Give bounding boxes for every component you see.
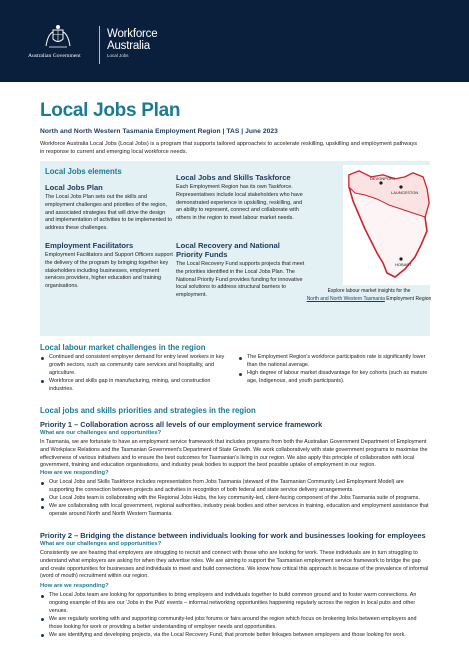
devonport-marker bbox=[379, 181, 382, 184]
list-item: Continued and consistent employer demand for entry level workers in key growth sectors, such as community care services and hospitality, and agriculture. bbox=[40, 354, 230, 377]
labour-challenges-left bbox=[40, 354, 230, 394]
priority-1-title: Priority 1 – Collaboration across all levels of our employment service framework bbox=[40, 420, 323, 429]
brand-line1: Workforce bbox=[107, 28, 158, 40]
list-item: Our Local Jobs team is collaborating with the Regional Jobs Hubs, the key community-led, client-facing component of the Jobs Tasmania suite of programs. bbox=[40, 495, 430, 503]
list-item: The Employment Region's workforce participation rate is significantly lower than the national average. bbox=[238, 354, 430, 370]
gov-name: Australian Government bbox=[28, 53, 81, 59]
element-employment-facilitators bbox=[45, 241, 173, 291]
element-local-jobs-plan bbox=[45, 183, 173, 233]
tasmania-region-map[interactable] bbox=[343, 165, 435, 285]
priority-2-title: Priority 2 – Bridging the distance between individuals looking for work and businesses looking for employees bbox=[40, 531, 426, 540]
element-text: The Local Jobs Plan sets out the skills and employment challenges and priorities of the region, and associated strategies that will drive the design and implementation of activities to be implemented to address these challenges. bbox=[45, 194, 173, 232]
element-text: Employment Facilitators and Support Officers support the delivery of the program by bringing together key stakeholders including businesses, employment services providers, higher education and training organisations. bbox=[45, 252, 173, 290]
priority-2-response-heading: How are we responding? bbox=[40, 583, 109, 589]
list-item: Our Local Jobs and Skills Taskforce includes representation from Jobs Tasmania (steward of the Tasmanian Community Led Employment Model) are supporting the connection between projects and activities in recognition of both federal and state service delivery arrangements. bbox=[40, 479, 430, 495]
brand-line2: Australia bbox=[107, 40, 150, 52]
map-label-launceston: LAUNCESTON bbox=[391, 190, 419, 195]
list-item: High degree of labour market disadvantage for key cohorts (such as mature age, Indigenous, and youth participants). bbox=[238, 370, 430, 386]
map-caption-prefix: Explore labour market insights for the bbox=[327, 288, 411, 294]
brand-sub: Local Jobs bbox=[107, 53, 129, 58]
labour-challenges-heading: Local labour market challenges in the region bbox=[40, 343, 206, 352]
tasmania-map-graphic bbox=[343, 165, 435, 285]
australian-government-logo bbox=[28, 24, 88, 66]
element-text: Each Employment Region has its own Taskforce. Representatives include local stakeholders who have demonstrated experience in upskilling, reskilling, and an ability to represent, connect and collaborate with others in the region to meet labour market needs. bbox=[176, 184, 303, 222]
map-caption-suffix: Employment Region bbox=[386, 295, 432, 302]
element-title: Local Jobs Plan bbox=[45, 183, 103, 192]
elements-heading: Local Jobs elements bbox=[45, 167, 122, 176]
page-header bbox=[0, 0, 469, 82]
priorities-heading: Local jobs and skills priorities and strategies in the region bbox=[40, 406, 256, 415]
launceston-marker bbox=[399, 185, 402, 188]
workforce-australia-logo bbox=[107, 28, 157, 58]
priority-1-paragraph: In Tasmania, we are fortunate to have an employment service framework that includes programs from both the Australian Government Department of Employment and Workplace Relations and the Tasmanian Government's Department of State Growth. We work collaboratively with state government programs to maximise the effectiveness of various initiatives and to ensure the best outcomes for Tasmanian's living in our region. We also apply this principle of collaboration with local government, training and education organisations, and industry peak bodies to support the best possible uptake of employment in our region. bbox=[40, 439, 428, 469]
logo-divider bbox=[99, 26, 100, 64]
region-insights-link[interactable]: North and North Western Tasmania bbox=[306, 295, 385, 302]
list-item: The Local Jobs team are looking for opportunities to bring employers and individuals together to build common ground and to foster warm connections. An ongoing example of this are our 'Jobs in the Pub' events – informal networking opportunities happening regularly across the region in local pubs and other venues. bbox=[40, 592, 430, 615]
priority-1-challenges-heading: What are our challenges and opportunities? bbox=[40, 430, 162, 436]
priority-2-paragraph: Consistently we are hearing that employers are struggling to recruit and connect with those who are looking for work. These individuals are in turn struggling to understand what employers are asking for when they advertise roles. We are aiming to support the Tasmanian employment service framework to bridge the gap and create opportunities for businesses and individuals to meet and build connections. We know how critical this approach is because of the prevalence of informal (word of mouth) recruitment within our region. bbox=[40, 550, 429, 580]
list-item: Workforce and skills gap in manufacturing, mining, and construction industries. bbox=[40, 378, 230, 394]
page-subtitle: North and North Western Tasmania Employment Region | TAS | June 2023 bbox=[40, 128, 278, 135]
element-title: Local Jobs and Skills Taskforce bbox=[176, 173, 291, 182]
priority-1-response-heading: How are we responding? bbox=[40, 470, 109, 476]
list-item: We are regularly working with and supporting community-led jobs forums or fairs around the region which focus on brokering links between employers and those looking for work or providing a better understanding of employer needs and opportunities. bbox=[40, 616, 430, 632]
element-recovery-funds bbox=[176, 241, 306, 300]
element-taskforce bbox=[176, 173, 306, 223]
map-label-devonport: DEVONPORT bbox=[370, 176, 396, 181]
priority-1-bullets bbox=[40, 479, 430, 519]
element-title: Local Recovery and National Priority Funds bbox=[176, 241, 280, 259]
priority-2-bullets bbox=[40, 592, 430, 640]
hobart-marker bbox=[399, 257, 402, 260]
list-item: We are collaborating with local government, regional authorities, industry peak bodies and other services in training, education and employment assistance that operate around North and North Western Tasmania. bbox=[40, 503, 430, 519]
map-caption bbox=[305, 288, 433, 303]
labour-challenges-right bbox=[238, 354, 430, 386]
map-label-hobart: HOBART bbox=[395, 262, 412, 267]
priority-2-challenges-heading: What are our challenges and opportunities? bbox=[40, 541, 162, 547]
element-text: The Local Recovery Fund supports projects that meet the priorities identified in the Local Jobs Plan. The National Priority Fund provides funding for innovative local solutions to address structural barriers to employment. bbox=[176, 261, 305, 299]
list-item: We are identifying and developing projects, via the Local Recovery Fund, that promote better linkages between employers and those looking for work. bbox=[40, 632, 430, 640]
intro-paragraph: Workforce Australia Local Jobs (Local Jobs) is a program that supports tailored approaches to accelerate reskilling, upskilling and employment pathways in response to current and emerging local workforce needs. bbox=[40, 141, 418, 155]
element-title: Employment Facilitators bbox=[45, 241, 134, 250]
coat-of-arms-icon bbox=[44, 24, 72, 50]
page-title: Local Jobs Plan bbox=[40, 100, 181, 121]
